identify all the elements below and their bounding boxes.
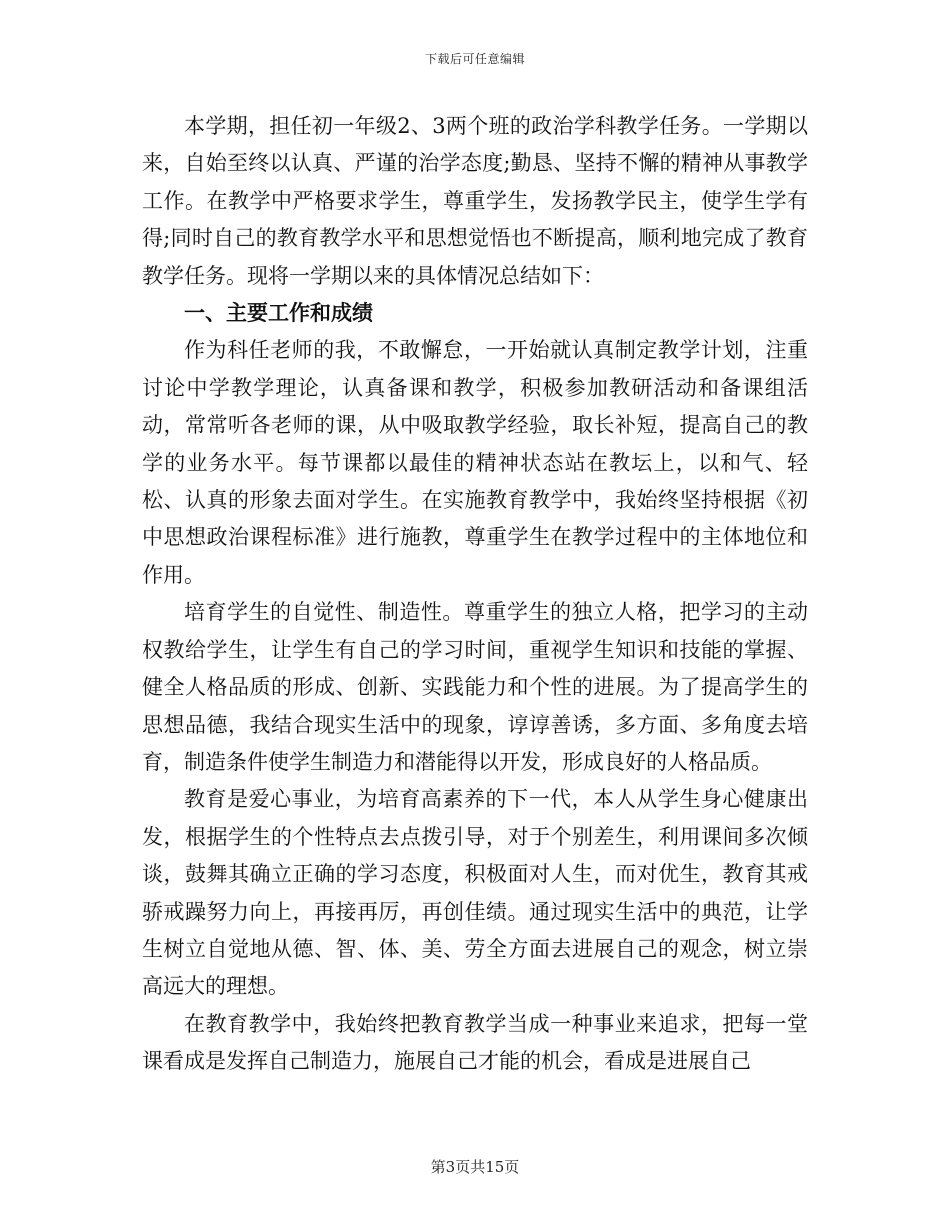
paragraph-teaching-career: 在教育教学中，我始终把教育教学当成一种事业来追求，把每一堂课看成是发挥自己制造力，施展自己才能的机会，看成是进展自己 [142,1011,808,1074]
document-body [142,108,808,1081]
page-header-note: 下载后可任意编辑 [424,52,525,66]
page-footer-number: 第3页共15页 [430,1158,520,1176]
paragraph-teaching-plan: 作为科任老师的我，不敢懈怠，一开始就认真制定教学计划，注重讨论中学教学理论，认真备课和教学，积极参加教研活动和备课组活动，常常听各老师的课，从中吸取教学经验，取长补短，提高自己的教学的业务水平。每节课都以最佳的精神状态站在教坛上，以和气、轻松、认真的形象去面对学生。在实施教育教学中，我始终坚持根据《初中思想政治课程标准》进行施教，尊重学生在教学过程中的主体地位和作用。 [142,338,808,587]
paragraph-intro: 本学期，担任初一年级2、3两个班的政治学科教学任务。一学期以来，自始至终以认真、严谨的治学态度;勤恳、坚持不懈的精神从事教学工作。在教学中严格要求学生，尊重学生，发扬教学民主，使学生学有得;同时自己的教育教学水平和思想觉悟也不断提高，顺利地完成了教育教学任务。现将一学期以来的具体情况总结如下： [142,114,808,288]
section-heading-main-work: 一、主要工作和成绩 [184,301,373,326]
paragraph-caring-education: 教育是爱心事业，为培育高素养的下一代，本人从学生身心健康出发，根据学生的个性特点去点拨引导，对于个别差生，利用课间多次倾谈，鼓舞其确立正确的学习态度，积极面对人生，而对优生，教育其戒骄戒躁努力向上，再接再厉，再创佳绩。通过现实生活中的典范，让学生树立自觉地从德、智、体、美、劳全方面去进展自己的观念，树立崇高远大的理想。 [142,787,808,999]
paragraph-student-creativity: 培育学生的自觉性、制造性。尊重学生的独立人格，把学习的主动权教给学生，让学生有自己的学习时间，重视学生知识和技能的掌握、健全人格品质的形成、创新、实践能力和个性的进展。为了提高学生的思想品德，我结合现实生活中的现象，谆谆善诱，多方面、多角度去培育，制造条件使学生制造力和潜能得以开发，形成良好的人格品质。 [142,600,808,774]
